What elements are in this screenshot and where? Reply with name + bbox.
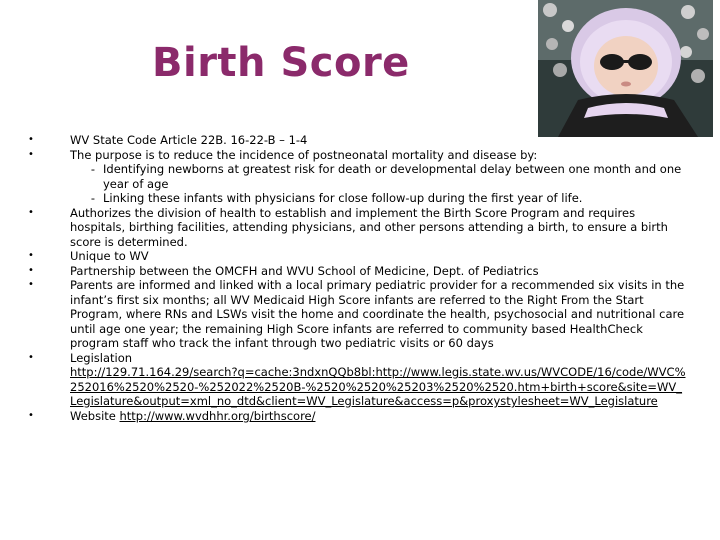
bullet-item [28,278,688,351]
bullet-item [28,249,688,264]
website-link[interactable]: http://www.wvdhhr.org/birthscore/ [119,408,316,423]
bullet-text: WV State Code Article 22B. 16-22-B – 1-4 [70,133,308,147]
baby-photo-image [538,0,713,137]
bullet-text: Partnership between the OMCFH and WVU School of Medicine, Dept. of Pediatrics [70,263,539,278]
bullet-icon: • [28,264,34,276]
bullet-icon: • [28,279,34,290]
bullet-item [28,148,688,163]
bullet-item [28,351,688,409]
slide-title: Birth Score [152,40,410,86]
bullet-icon: • [28,409,34,421]
baby-photo [538,0,713,137]
bullet-item [28,206,688,250]
bullet-icon: • [28,206,34,218]
bullet-text: Parents are informed and linked with a local primary pediatric provider for a recommended six visits in the infant’s first six months; all WV Medicaid High Score infants are referred to the Right From the Start Program, where RNs and LSWs visit the home and coordinate the health, psychosocial and nutritional care until age one year; the remaining High Score infants are referred to community based HealthCheck program staff who track the infant through two pediatric visits or 60 days [70,278,685,350]
sub-bullet-text: Identifying newborns at greatest risk for death or developmental delay between one month and one year of age [103,162,682,191]
dash-icon: ‐ [90,162,95,176]
bullet-item [28,264,688,279]
bullet-item [28,409,688,424]
bullet-text: Unique to WV [70,249,149,263]
sub-bullet-text: Linking these infants with physicians for close follow-up during the first year of life. [103,191,583,205]
bullet-text-website [70,409,688,424]
dash-icon: ‐ [90,191,95,205]
sub-bullet-item [28,191,688,206]
bullet-text: Authorizes the division of health to establish and implement the Birth Score Program and requires hospitals, birthing facilities, attending physicians, and other persons attending a birth, to ensure a birth score is determined. [70,205,668,249]
legislation-link[interactable]: http://129.71.164.29/search?q=cache:3ndxnQQb8bl:http://www.legis.state.wv.us/WVCODE/16/code/WVC%252016%2520%2520-%252022%2520B-%2520%2520%25203%2520%2520.htm+birth+score&site=WV_Legislature&output=xml_no_dtd&client=WV_Legislature&access=p&proxystylesheet=WV_Legislature [70,365,686,408]
bullet-text-legislation [70,351,688,409]
bullet-icon: • [28,250,34,261]
sub-bullet-item [28,162,688,191]
bullet-icon: • [28,351,34,363]
bullet-text: The purpose is to reduce the incidence of postneonatal mortality and disease by: [70,147,538,162]
bullet-icon: • [28,148,34,160]
bullet-icon: • [28,134,34,145]
slide-content [28,133,688,423]
bullet-item [28,133,688,148]
website-label: Website [70,408,120,423]
legislation-label: Legislation [70,350,133,365]
